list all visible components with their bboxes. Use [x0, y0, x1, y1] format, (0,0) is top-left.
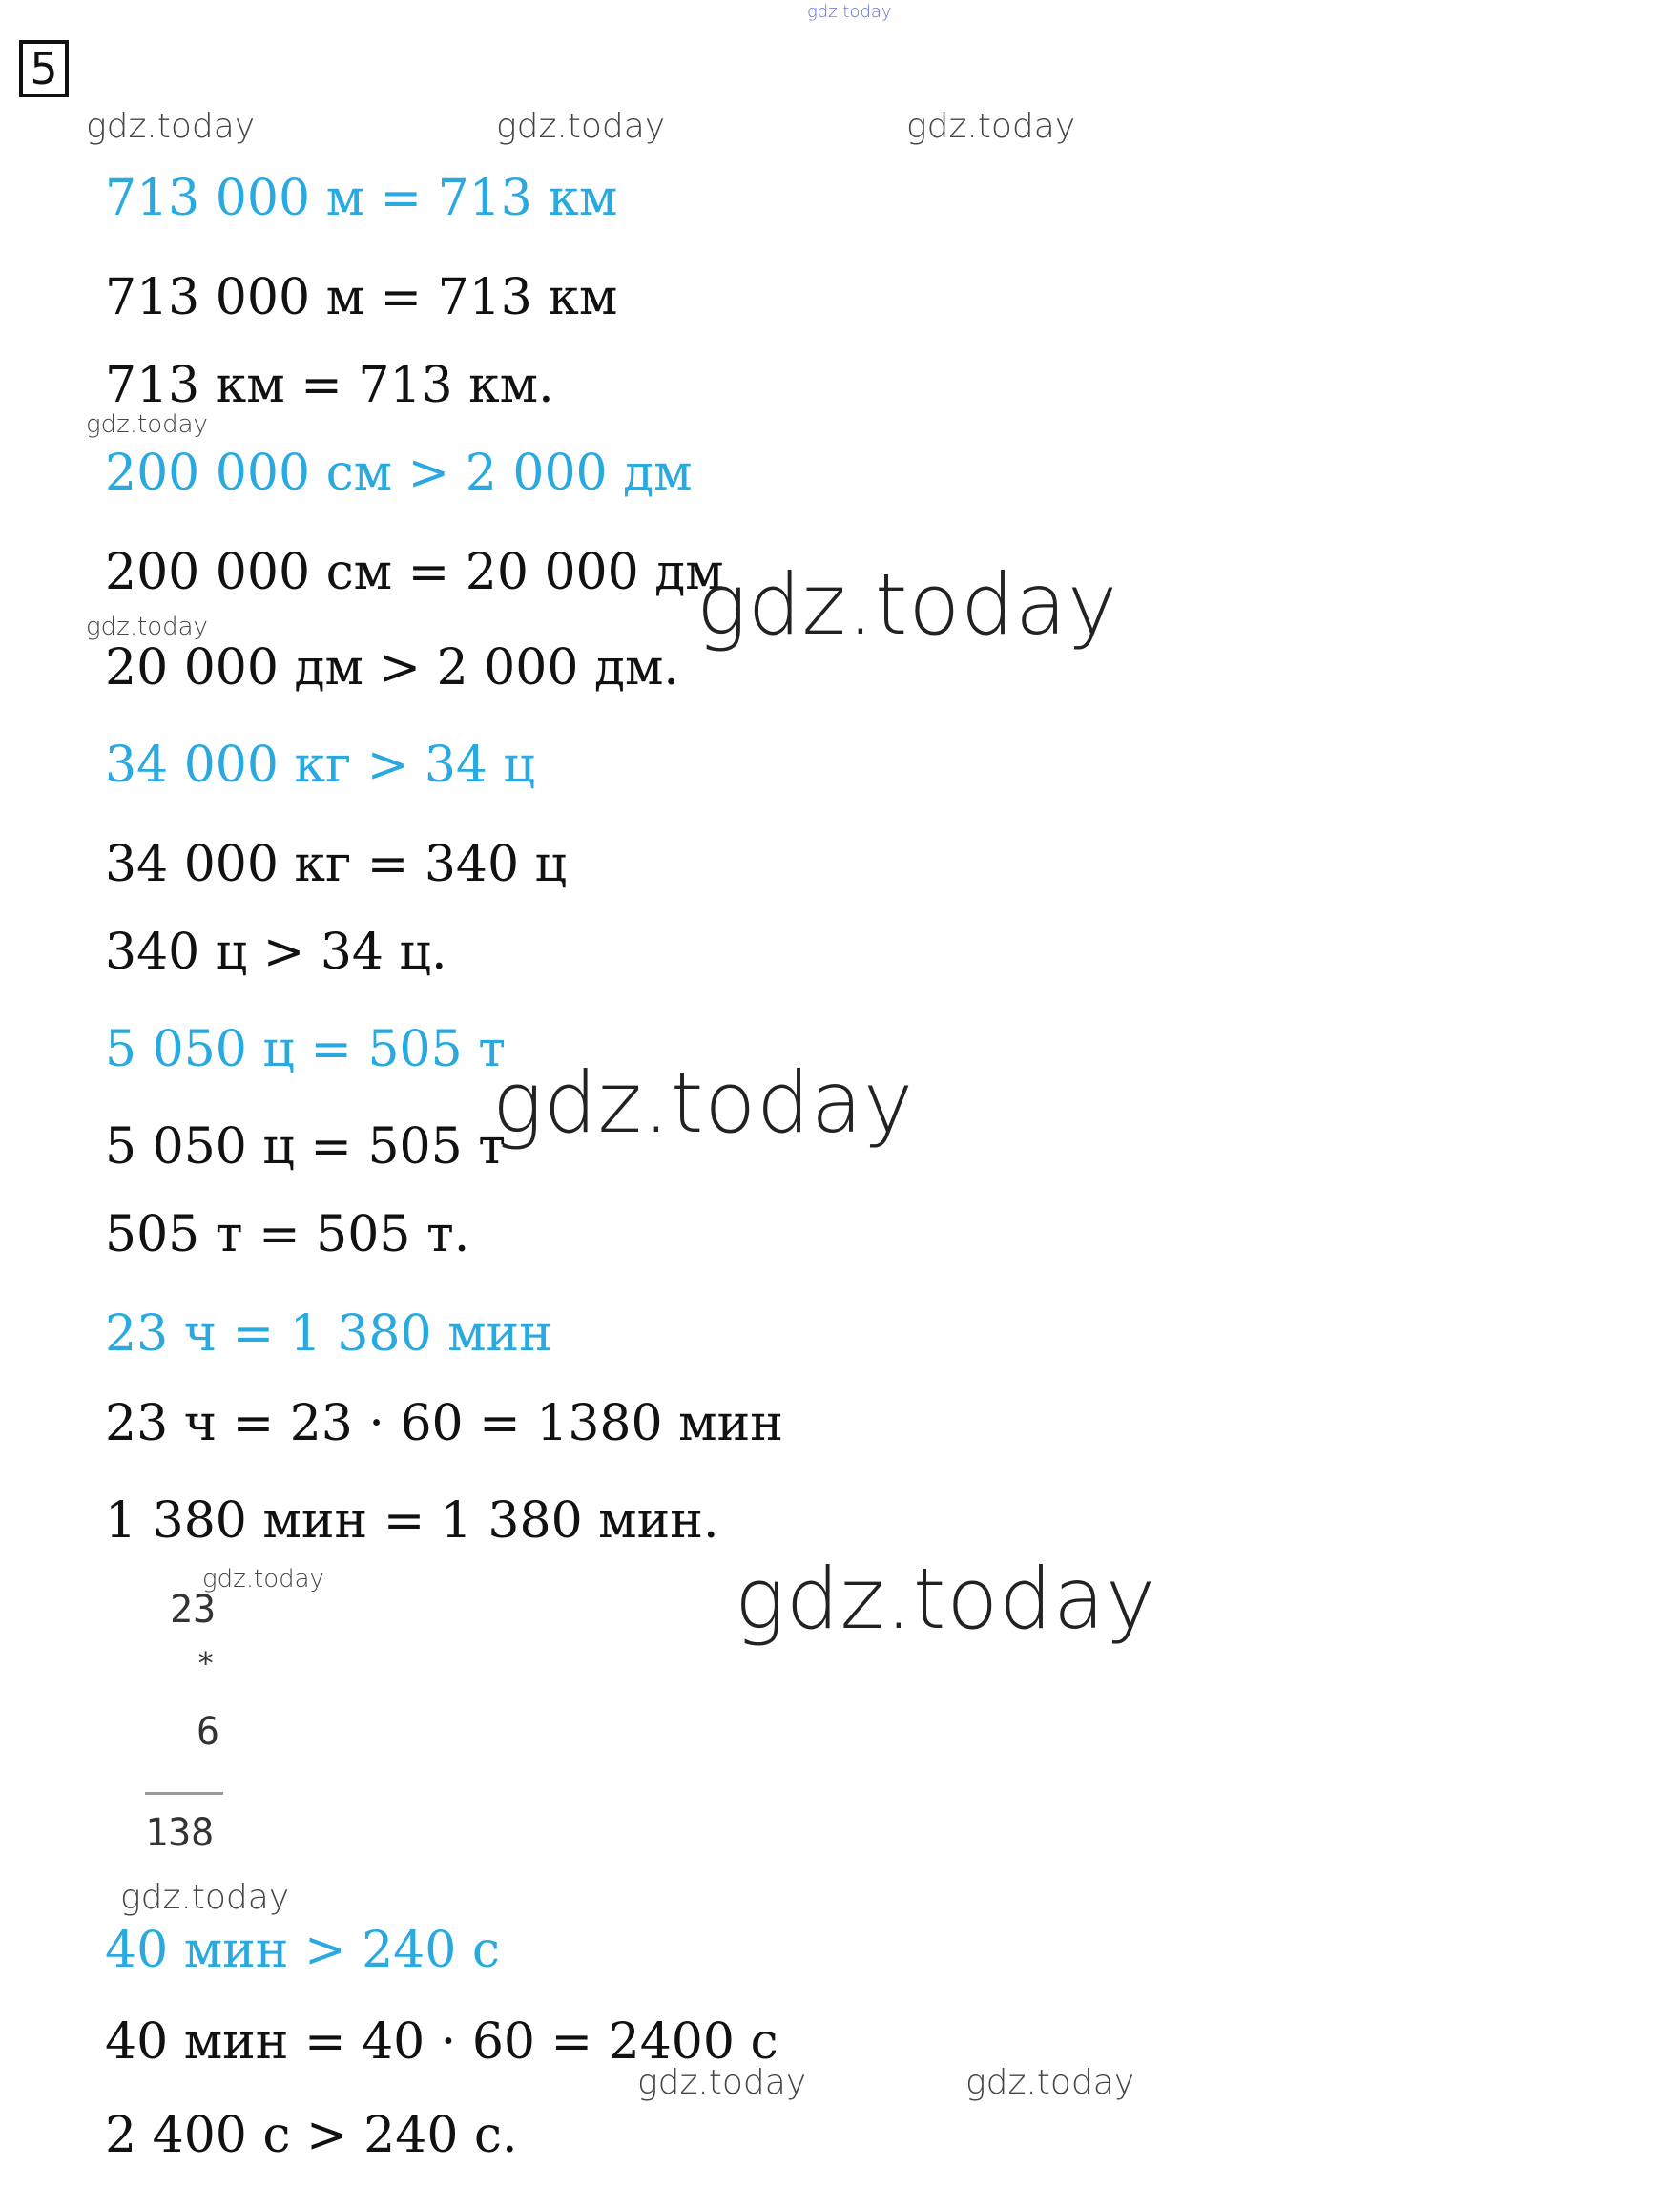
watermark: gdz.today [906, 107, 1076, 146]
solution-line: 20 000 дм > 2 000 дм. [105, 639, 679, 697]
multiplication-rule [145, 1792, 223, 1795]
watermark: gdz.today [86, 613, 208, 641]
solution-line: 505 т = 505 т. [105, 1206, 470, 1263]
multiplier: 6 [197, 1710, 220, 1754]
solution-line: 40 мин = 40 · 60 = 2400 с [105, 2013, 778, 2071]
solution-line: 340 ц > 34 ц. [105, 924, 447, 981]
solution-line: 1 380 мин = 1 380 мин. [105, 1492, 719, 1550]
watermark: gdz.today [202, 1565, 324, 1594]
watermark-top: gdz.today [807, 2, 892, 22]
watermark: gdz.today [496, 107, 666, 146]
multiplicand: 23 [170, 1588, 217, 1632]
watermark: gdz.today [637, 2063, 807, 2102]
watermark: gdz.today [120, 1878, 290, 1917]
comparison-line: 713 000 м = 713 км [105, 170, 618, 227]
solution-line: 200 000 см = 20 000 дм [105, 544, 724, 601]
solution-line: 713 000 м = 713 км [105, 269, 618, 326]
watermark: gdz.today [735, 1550, 1157, 1648]
watermark: gdz.today [86, 107, 256, 146]
watermark: gdz.today [696, 555, 1119, 654]
comparison-line: 23 ч = 1 380 мин [105, 1305, 552, 1363]
solution-line: 2 400 с > 240 с. [105, 2107, 518, 2164]
comparison-line: 34 000 кг > 34 ц [105, 737, 535, 794]
watermark: gdz.today [492, 1053, 915, 1152]
task-number: 5 [19, 40, 69, 97]
solution-line: 23 ч = 23 · 60 = 1380 мин [105, 1395, 783, 1452]
watermark: gdz.today [965, 2063, 1135, 2102]
solution-line: 713 км = 713 км. [105, 357, 554, 414]
watermark: gdz.today [86, 410, 208, 439]
multiply-operator: * [197, 1645, 216, 1681]
product: 138 [145, 1811, 215, 1855]
comparison-line: 40 мин > 240 с [105, 1922, 500, 1979]
comparison-line: 5 050 ц = 505 т [105, 1021, 507, 1078]
solution-line: 5 050 ц = 505 т [105, 1118, 507, 1176]
solution-line: 34 000 кг = 340 ц [105, 836, 568, 893]
comparison-line: 200 000 см > 2 000 дм [105, 445, 693, 502]
